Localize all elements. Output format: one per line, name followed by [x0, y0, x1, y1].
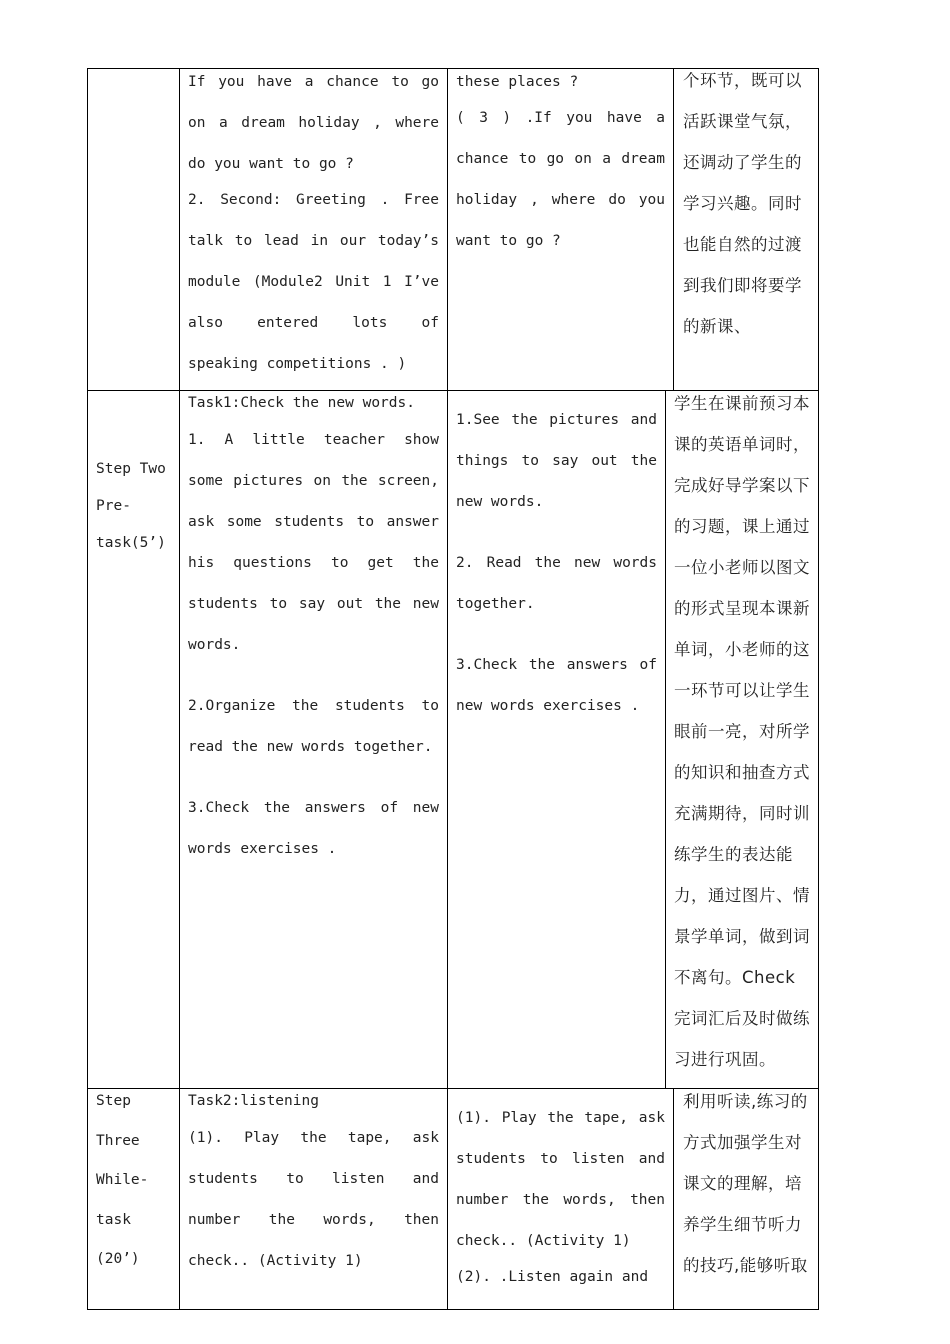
row1-students-cell: [456, 62, 665, 262]
teacher-activity: 2. Second: Greeting . Free talk to lead in our today’s module (Module2 Unit 1 I’ve also entered lots of speaking competitions . ): [188, 192, 439, 372]
teacher-activity: 3.Check the answers of new words exercises .: [188, 800, 439, 857]
column-divider: [665, 390, 666, 1088]
row2-step-cell: [96, 451, 168, 562]
student-activity: 2. Read the new words together.: [456, 555, 657, 612]
table-bottom-border: [87, 1309, 819, 1310]
row1-teacher-cell: [188, 62, 439, 385]
student-activity: (1). Play the tape, ask students to listen and number the words, then check.. (Activity 1): [456, 1110, 665, 1249]
row1-purpose-cell: [683, 60, 813, 347]
teacher-activity: 1. A little teacher show some pictures on the screen, ask some students to answer his questions to get the students to say out the new words.: [188, 432, 439, 653]
design-purpose: 个环节，既可以活跃课堂气氛，还调动了学生的学习兴趣。同时也能自然的过渡到我们即将要学的新课、: [683, 71, 802, 336]
design-purpose: 学生在课前预习本课的英语单词时，完成好导学案以下的习题，课上通过一位小老师以图文的形式呈现本课新单词，小老师的这一环节可以让学生眼前一亮，对所学的知识和抽查方式充满期待，同时训练学生的表达能力，通过图片、情景学单词，做到词不离句。Check 完词汇后及时做练习进行巩固。: [674, 394, 810, 1069]
row2-teacher-cell: [188, 384, 439, 870]
student-activity: 3.Check the answers of new words exercises .: [456, 657, 657, 714]
student-activity: these places ?: [456, 74, 579, 90]
teacher-task-title: Task1:Check the new words.: [188, 395, 415, 411]
row2-purpose-cell: [674, 383, 812, 1080]
column-divider: [179, 68, 180, 1310]
student-activity: (2). .Listen again and: [456, 1269, 649, 1285]
student-activity: 1.See the pictures and things to say out the new words.: [456, 412, 657, 510]
row3-students-cell: [456, 1098, 665, 1298]
teacher-activity: 2.Organize the students to read the new words together.: [188, 698, 439, 755]
step-label: Step Three While-task (20’): [96, 1093, 149, 1267]
column-divider: [673, 1088, 674, 1309]
step-label: Step Two Pre-task(5’): [96, 461, 166, 551]
student-activity: ( 3 ) .If you have a chance to go on a dream holiday , where do you want to go ?: [456, 110, 665, 249]
table-left-border: [87, 68, 88, 1310]
teacher-task-title: Task2:listening: [188, 1093, 319, 1109]
row3-step-cell: [96, 1082, 168, 1280]
row3-teacher-cell: [188, 1082, 439, 1282]
row2-students-cell: [456, 400, 657, 727]
teacher-activity: (1). Play the tape, ask students to listen and number the words, then check.. (Activity 1): [188, 1130, 439, 1269]
column-divider: [447, 68, 448, 1310]
teacher-activity: If you have a chance to go on a dream holiday , where do you want to go ?: [188, 74, 439, 172]
design-purpose: 利用听读,练习的方式加强学生对课文的理解，培养学生细节听力的技巧,能够听取: [683, 1092, 808, 1275]
column-divider: [673, 68, 674, 390]
row3-purpose-cell: [683, 1081, 813, 1286]
table-right-border: [818, 68, 819, 1310]
